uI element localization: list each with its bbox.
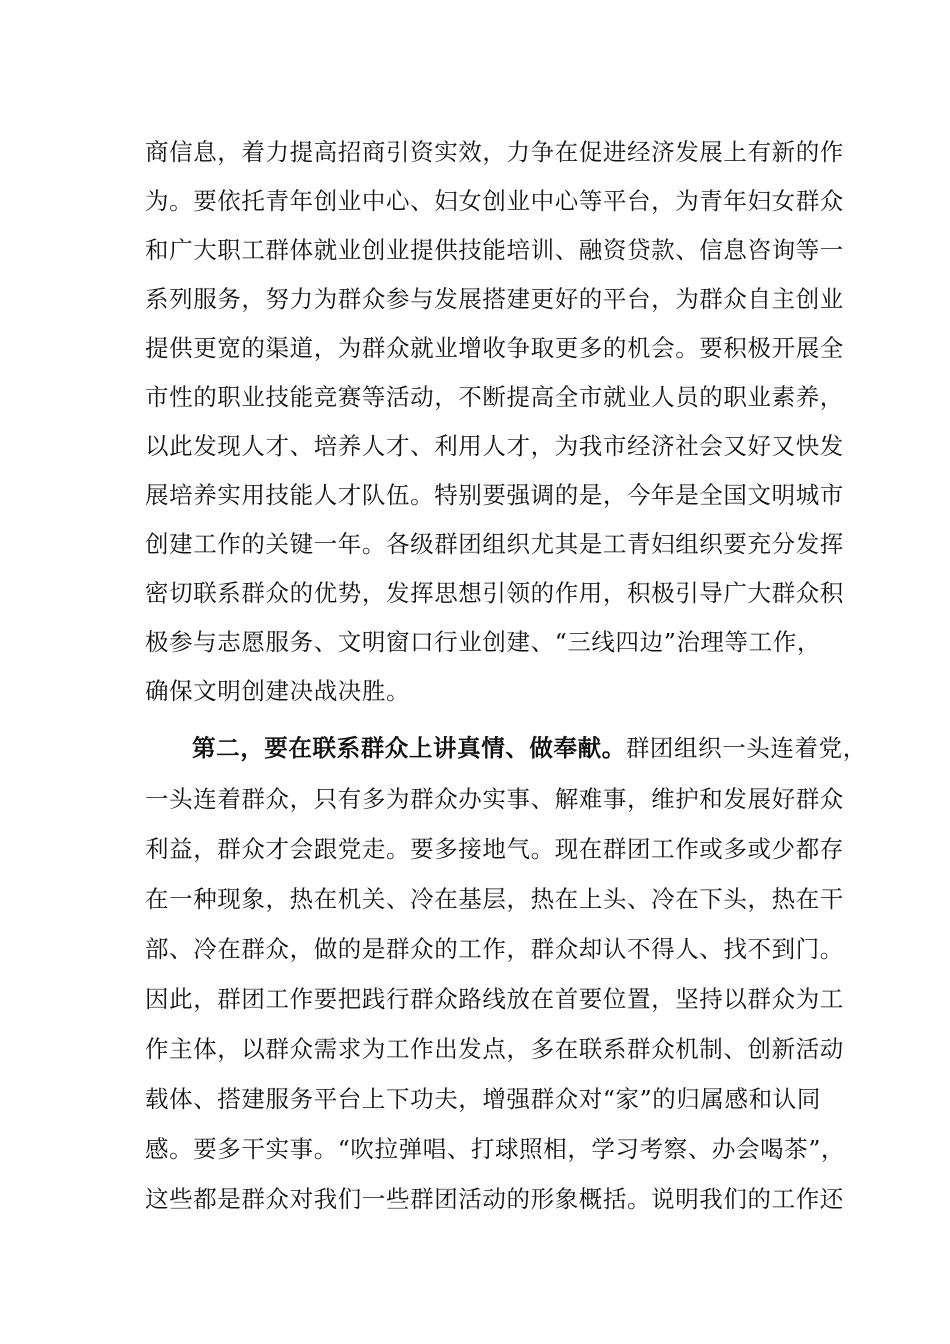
paragraph1-line-4: 系列服务，努力为群众参与发展搭建更好的平台，为群众自主创业 — [145, 285, 844, 313]
paragraph2-line-4: 在一种现象，热在机关、冷在基层，热在上头、冷在下头，热在干 — [145, 885, 844, 913]
paragraph1-line-9: 创建工作的关键一年。各级群团组织尤其是工青妇组织要充分发挥 — [145, 530, 844, 558]
paragraph1-line-6: 市性的职业技能竞赛等活动，不断提高全市就业人员的职业素养， — [145, 383, 844, 411]
paragraph2-line-10: 这些都是群众对我们一些群团活动的形象概括。说明我们的工作还 — [145, 1185, 844, 1213]
paragraph1-line-2: 为。要依托青年创业中心、妇女创业中心等平台，为青年妇女群众 — [145, 187, 844, 215]
paragraph1-line-5: 提供更宽的渠道，为群众就业增收争取更多的机会。要积极开展全 — [145, 334, 844, 362]
paragraph2-line-9: 感。要多干实事。“吹拉弹唱、打球照相，学习考察、办会喝茶”， — [145, 1135, 846, 1163]
paragraph2-line-6: 因此，群团工作要把践行群众路线放在首要位置，坚持以群众为工 — [145, 985, 844, 1013]
paragraph2-first-line — [192, 722, 867, 774]
paragraph2-heading: 第二，要在联系群众上讲真情、做奉献。 — [192, 734, 626, 762]
paragraph1-line-3: 和广大职工群体就业创业提供技能培训、融资贷款、信息咨询等一 — [145, 236, 844, 264]
paragraph2-line-3: 利益，群众才会跟党走。要多接地气。现在群团工作或多或少都存 — [145, 835, 844, 863]
paragraph1-line-10: 密切联系群众的优势，发挥思想引领的作用，积极引导广大群众积 — [145, 579, 844, 607]
paragraph2-first-line-rest: 群团组织一头连着党， — [625, 734, 867, 762]
paragraph2-line-7: 作主体，以群众需求为工作出发点，多在联系群众机制、创新活动 — [145, 1035, 844, 1063]
paragraph2-line-8: 载体、搭建服务平台上下功夫，增强群众对“家”的归属感和认同 — [145, 1085, 821, 1113]
paragraph2-line-5: 部、冷在群众，做的是群众的工作，群众却认不得人、找不到门。 — [145, 935, 844, 963]
paragraph1-line-1: 商信息，着力提高招商引资实效，力争在促进经济发展上有新的作 — [145, 138, 844, 166]
paragraph1-line-11: 极参与志愿服务、文明窗口行业创建、“三线四边”治理等工作， — [145, 628, 821, 656]
paragraph2-line-2: 一头连着群众，只有多为群众办实事、解难事，维护和发展好群众 — [145, 785, 844, 813]
paragraph1-line-7: 以此发现人才、培养人才、利用人才，为我市经济社会又好又快发 — [145, 432, 844, 460]
paragraph1-line-12: 确保文明创建决战决胜。 — [145, 677, 411, 705]
paragraph1-line-8: 展培养实用技能人才队伍。特别要强调的是，今年是全国文明城市 — [145, 481, 844, 509]
